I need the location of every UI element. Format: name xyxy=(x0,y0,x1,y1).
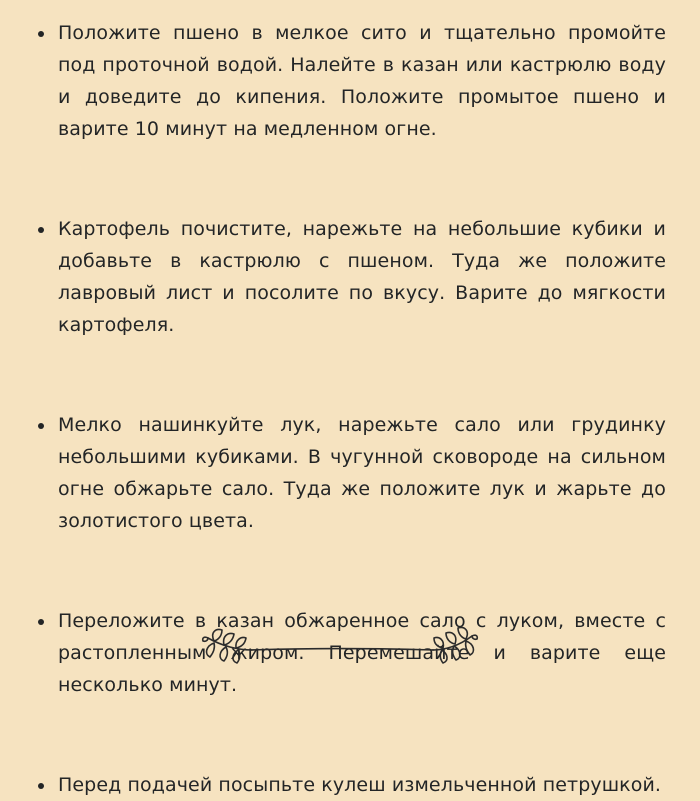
bullet-icon xyxy=(38,31,44,37)
recipe-step-text: Переложите в казан обжаренное сало с луком, вместе с растопленным жиром. Перемешайте и варите еще несколько минут. xyxy=(58,610,666,696)
recipe-step-text: Мелко нашинкуйте лук, нарежьте сало или грудинку небольшими кубиками. В чугунной сковороде на сильном огне обжарьте сало. Туда же положите лук и жарьте до золотистого цвета. xyxy=(58,414,666,532)
laurel-divider-icon xyxy=(200,626,480,672)
recipe-step-text: Картофель почистите, нарежьте на небольшие кубики и добавьте в кастрюлю с пшеном. Туда же положите лавровый лист и посолите по вкусу. Варите до мягкости картофеля. xyxy=(58,218,666,336)
bullet-icon xyxy=(38,227,44,233)
recipe-step-text: Положите пшено в мелкое сито и тщательно промойте под проточной водой. Налейте в казан или кастрюлю воду и доведите до кипения. Положите промытое пшено и варите 10 минут на медленном огне. xyxy=(58,22,666,140)
recipe-step-1 xyxy=(34,17,666,145)
recipe-step-2 xyxy=(34,213,666,341)
bullet-icon xyxy=(38,619,44,625)
recipe-step-3 xyxy=(34,409,666,537)
recipe-step-text: Перед подачей посыпьте кулеш измельченной петрушкой. xyxy=(58,774,662,796)
recipe-steps-list xyxy=(34,17,666,801)
bullet-icon xyxy=(38,783,44,789)
recipe-step-5 xyxy=(34,769,666,801)
bullet-icon xyxy=(38,423,44,429)
